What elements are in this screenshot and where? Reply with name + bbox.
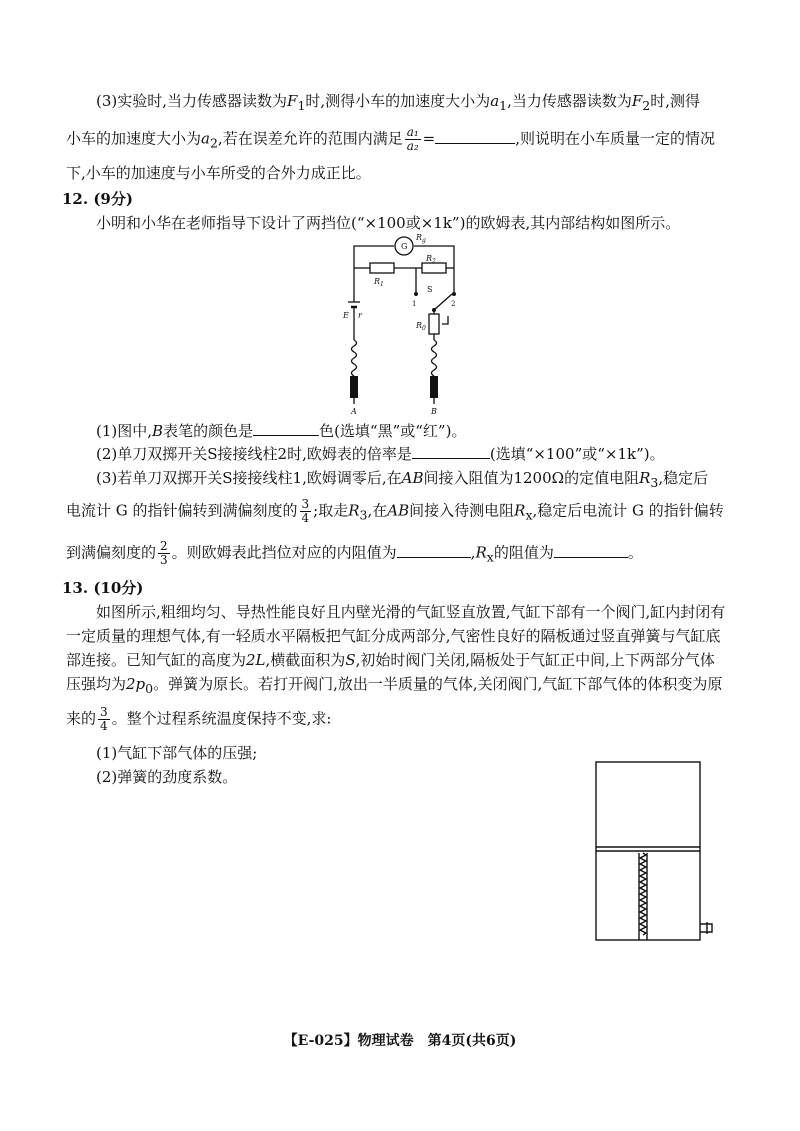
answer-blank[interactable] (412, 444, 490, 459)
q13-header: 13. (10分) (62, 579, 144, 597)
r-label: r (358, 311, 362, 320)
q12-intro: 小明和小华在老师指导下设计了两挡位(“×100或×1k”)的欧姆表,其内部结构如图所示。 (96, 214, 681, 232)
q13-line5: 来的 $\frac{3}{4}$ 。整个过程系统温度保持不变,求: (66, 705, 332, 733)
q13-question1: (1)气缸下部气体的压强; (96, 744, 258, 762)
q13-line1: 如图所示,粗细均匀、导热性能良好且内壁光滑的气缸竖直放置,气缸下部有一个阀门,缸内封闭有 (96, 603, 726, 621)
q13-line4: 压强均为$2p_0$。弹簧为原长。若打开阀门,放出一半质量的气体,关闭阀门,气缸下部气体的体积变为原 (66, 675, 723, 696)
ratio-fraction: $\frac{\text{a₁}}{\text{a₂}}$ (406, 125, 419, 153)
switch-label: S (427, 285, 433, 294)
r1-sub: 1 (380, 281, 384, 288)
svg-text:Rg (415, 233, 426, 244)
q13-line3: 部连接。已知气缸的高度为2L,横截面积为S,初始时阀门关闭,隔板处于气缸正中间,上下两部分气体 (66, 651, 715, 669)
page-footer: 【E-025】物理试卷 第4页(共6页) (283, 1033, 517, 1049)
resistor-r1-icon (370, 263, 394, 273)
r0-sub: 0 (422, 325, 426, 332)
cylinder-diagram (594, 760, 719, 945)
q11-3-line3: 下,小车的加速度与小车所受的合外力成正比。 (66, 164, 371, 182)
q12-part3-line2: 电流计 G 的指针偏转到满偏刻度的 $\frac{3}{4}$ ;取走$R_3$,在AB间接入待测电阻$R_x$,稳定后电流计 G 的指针偏转 (66, 497, 724, 525)
q11-3-line2: 小车的加速度大小为$a_2$,若在误差允许的范围内满足 $\frac{\text{a₁}}{\text{a₂}}$ = ,则说明在小车质量一定的情况 (66, 125, 716, 153)
post2-label: 2 (451, 300, 456, 308)
svg-text:R0 (415, 321, 426, 332)
q12-part2: (2)单刀双掷开关S接接线柱2时,欧姆表的倍率是 (选填“×100”或“×1k”)。 (96, 445, 665, 463)
svg-text:R1 (373, 277, 384, 288)
ohmmeter-circuit-diagram (330, 232, 470, 417)
post1-label: 1 (412, 300, 417, 308)
switch-blade-icon (434, 294, 452, 310)
fraction-three-quarters: $\frac{3}{4}$ (100, 705, 108, 733)
spring-icon (640, 853, 646, 935)
fraction-three-quarters: $\frac{3}{4}$ (301, 497, 310, 525)
answer-blank[interactable] (435, 129, 515, 144)
r2-sub: 2 (432, 258, 436, 265)
q13-question2: (2)弹簧的劲度系数。 (96, 768, 238, 786)
valve-icon (700, 924, 712, 932)
q13-line2: 一定质量的理想气体,有一轻质水平隔板把气缸分成两部分,气密性良好的隔板通过竖直弹簧与气缸底 (66, 627, 721, 645)
q12-header: 12. (9分) (62, 190, 133, 208)
r0-label: R (416, 321, 423, 330)
fraction-two-thirds: $\frac{2}{3}$ (160, 539, 168, 567)
answer-blank[interactable] (397, 543, 471, 558)
rg-sub: g (422, 237, 426, 244)
q11-3-line1: (3)实验时,当力传感器读数为$F_1$时,测得小车的加速度大小为$a_1$,当力传感器读数为$F_2$时,测得 (96, 92, 701, 113)
rheostat-r0-icon (429, 314, 439, 334)
q12-part3-line1: (3)若单刀双掷开关S接接线柱1,欧姆调零后,在AB间接入阻值为1200Ω的定值电阻$R_3$,稳定后 (96, 469, 709, 490)
a-label: A (351, 407, 357, 416)
probe-a-icon (350, 376, 358, 398)
q12-part3-line3: 到满偏刻度的 $\frac{2}{3}$ 。则欧姆表此挡位对应的内阻值为 $,R_x$的阻值为 。 (66, 539, 643, 567)
g-label: G (401, 242, 408, 251)
r1-label: R (374, 277, 381, 286)
answer-blank[interactable] (554, 543, 628, 558)
b-label: B (431, 407, 437, 416)
rg-label: R (416, 233, 423, 242)
probe-b-icon (430, 376, 438, 398)
q12-part1: (1)图中,B表笔的颜色是 色(选填“黑”或“红”)。 (96, 422, 467, 440)
e-label: E (343, 311, 349, 320)
r2-label: R (426, 254, 433, 263)
answer-blank[interactable] (253, 421, 319, 436)
